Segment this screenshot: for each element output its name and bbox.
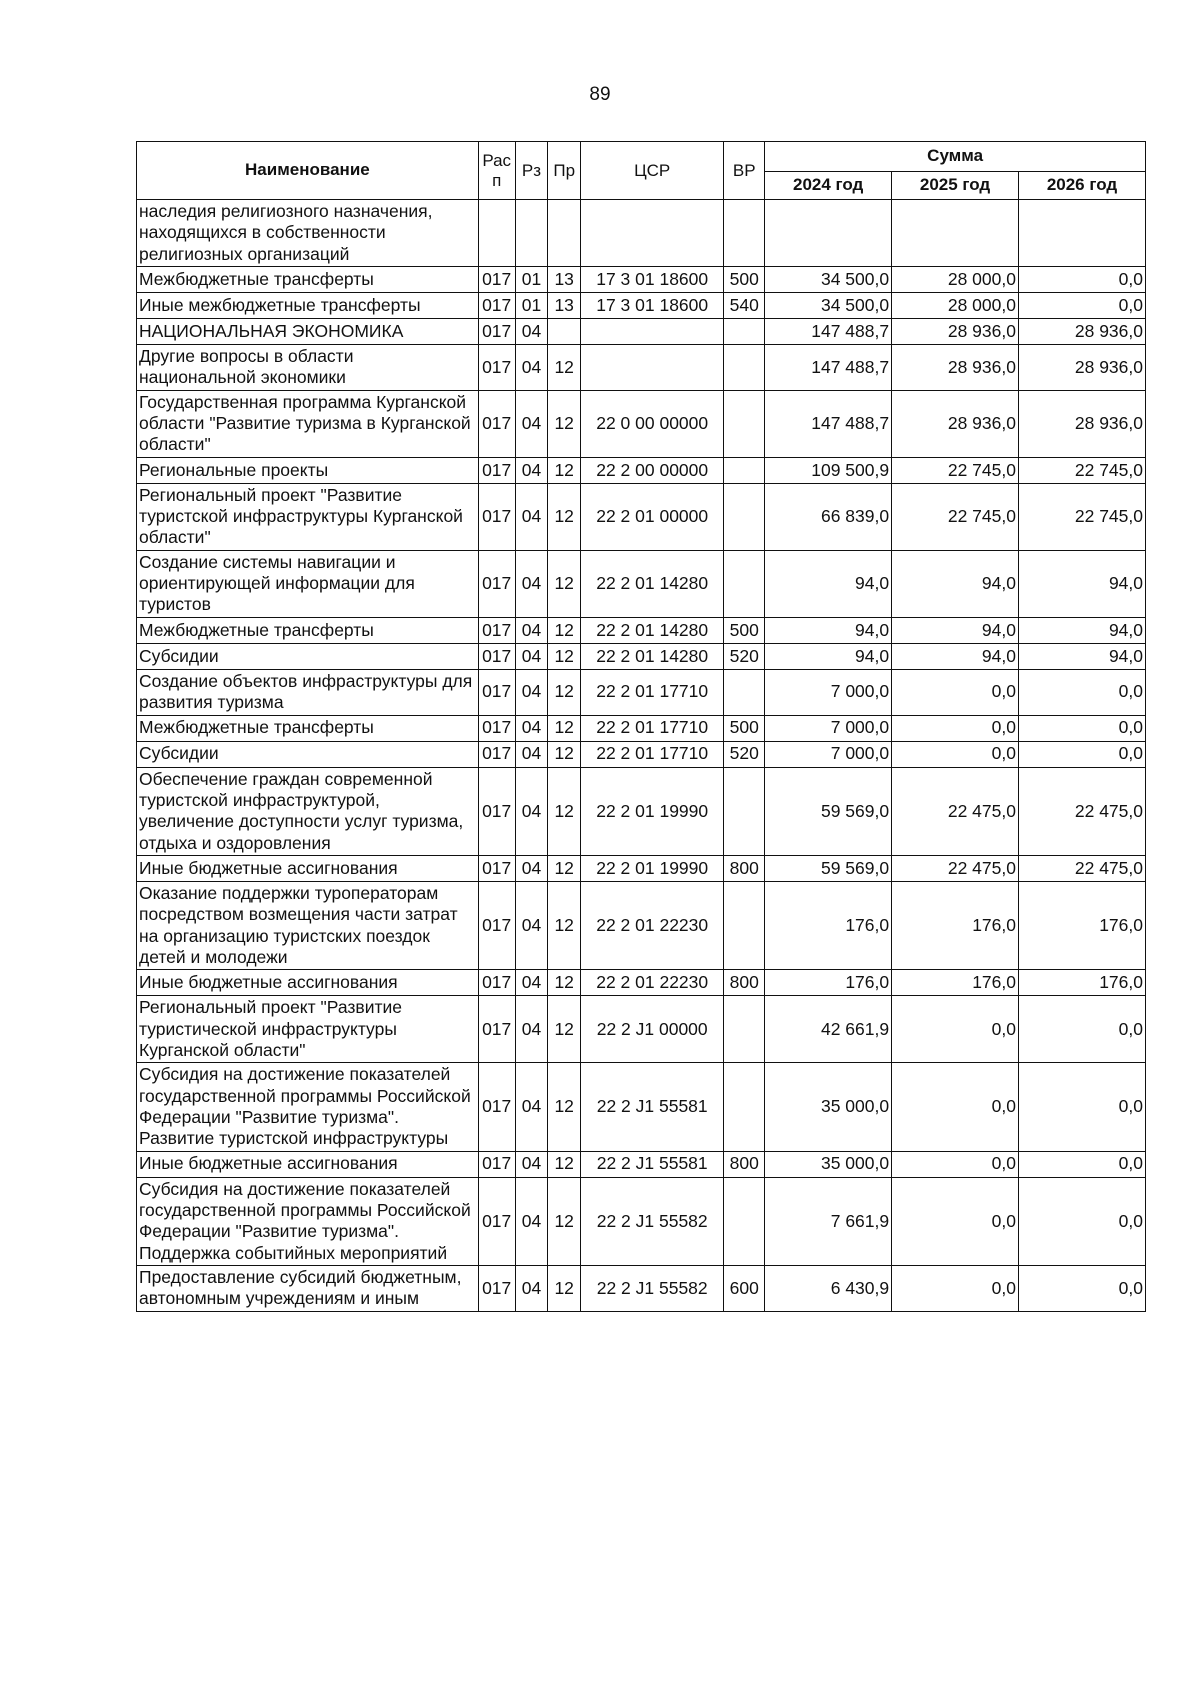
- page-number: 89: [589, 84, 611, 105]
- cell-csr: 22 2 J1 55581: [581, 1063, 724, 1151]
- cell-2024: 147 488,7: [765, 319, 892, 345]
- header-razp: Рас п: [478, 142, 515, 200]
- cell-vr: 800: [724, 970, 765, 996]
- table-row: [137, 617, 1146, 643]
- cell-name: Иные бюджетные ассигнования: [137, 855, 479, 881]
- cell-2026: 94,0: [1018, 617, 1145, 643]
- cell-pr: 12: [548, 643, 581, 669]
- cell-2026: 22 475,0: [1018, 855, 1145, 881]
- cell-razp: 017: [478, 550, 515, 617]
- cell-csr: 22 2 J1 55582: [581, 1177, 724, 1265]
- cell-rz: [515, 200, 548, 267]
- cell-2024: 176,0: [765, 881, 892, 969]
- cell-pr: 12: [548, 1063, 581, 1151]
- cell-csr: 22 2 J1 55581: [581, 1151, 724, 1177]
- cell-2025: 0,0: [892, 996, 1019, 1063]
- table-row: [137, 345, 1146, 391]
- cell-rz: 04: [515, 457, 548, 483]
- cell-2024: 94,0: [765, 643, 892, 669]
- cell-razp: 017: [478, 1063, 515, 1151]
- header-pr: Пр: [548, 142, 581, 200]
- cell-vr: 500: [724, 715, 765, 741]
- cell-2024: 59 569,0: [765, 855, 892, 881]
- cell-2026: 28 936,0: [1018, 390, 1145, 457]
- header-summa: Сумма: [765, 142, 1146, 172]
- cell-rz: 04: [515, 483, 548, 550]
- cell-razp: 017: [478, 715, 515, 741]
- cell-rz: 04: [515, 1266, 548, 1312]
- cell-2025: 28 000,0: [892, 293, 1019, 319]
- cell-name: Региональный проект "Развитие туристской инфраструктуры Курганской области": [137, 483, 479, 550]
- cell-name: Иные бюджетные ассигнования: [137, 1151, 479, 1177]
- table-row: [137, 1063, 1146, 1151]
- cell-razp: [478, 200, 515, 267]
- cell-rz: 04: [515, 319, 548, 345]
- cell-2025: 28 936,0: [892, 345, 1019, 391]
- cell-2025: 94,0: [892, 550, 1019, 617]
- cell-vr: [724, 319, 765, 345]
- cell-2026: 0,0: [1018, 1063, 1145, 1151]
- table-row: [137, 741, 1146, 767]
- cell-pr: 12: [548, 483, 581, 550]
- cell-name: наследия религиозного назначения, находящихся в собственности религиозных организаций: [137, 200, 479, 267]
- cell-2025: 94,0: [892, 617, 1019, 643]
- cell-vr: [724, 767, 765, 855]
- cell-2026: 94,0: [1018, 550, 1145, 617]
- cell-2025: 94,0: [892, 643, 1019, 669]
- cell-2026: 94,0: [1018, 643, 1145, 669]
- cell-2024: 6 430,9: [765, 1266, 892, 1312]
- cell-vr: 600: [724, 1266, 765, 1312]
- cell-vr: [724, 1063, 765, 1151]
- cell-name: НАЦИОНАЛЬНАЯ ЭКОНОМИКА: [137, 319, 479, 345]
- cell-razp: 017: [478, 319, 515, 345]
- cell-2024: 59 569,0: [765, 767, 892, 855]
- cell-pr: [548, 200, 581, 267]
- cell-csr: 22 2 01 17710: [581, 741, 724, 767]
- cell-2024: 147 488,7: [765, 390, 892, 457]
- cell-razp: 017: [478, 483, 515, 550]
- cell-2024: 176,0: [765, 970, 892, 996]
- cell-vr: 520: [724, 643, 765, 669]
- cell-rz: 04: [515, 970, 548, 996]
- cell-vr: [724, 881, 765, 969]
- cell-razp: 017: [478, 855, 515, 881]
- table-row: [137, 1177, 1146, 1265]
- header-year-2025: 2025 год: [892, 172, 1019, 200]
- cell-2024: 7 000,0: [765, 669, 892, 715]
- table-row: [137, 669, 1146, 715]
- cell-2025: 0,0: [892, 1063, 1019, 1151]
- cell-2026: 176,0: [1018, 881, 1145, 969]
- cell-razp: 017: [478, 293, 515, 319]
- cell-rz: 04: [515, 767, 548, 855]
- table-row: [137, 1151, 1146, 1177]
- cell-vr: [724, 345, 765, 391]
- cell-rz: 01: [515, 267, 548, 293]
- table-row: [137, 483, 1146, 550]
- cell-2024: 94,0: [765, 617, 892, 643]
- cell-2025: 22 475,0: [892, 855, 1019, 881]
- cell-rz: 04: [515, 550, 548, 617]
- cell-vr: [724, 550, 765, 617]
- cell-name: Региональный проект "Развитие туристической инфраструктуры Курганской области": [137, 996, 479, 1063]
- cell-pr: 12: [548, 881, 581, 969]
- cell-vr: 540: [724, 293, 765, 319]
- cell-pr: 12: [548, 1266, 581, 1312]
- cell-2025: 28 936,0: [892, 390, 1019, 457]
- cell-pr: 12: [548, 996, 581, 1063]
- table-row: [137, 970, 1146, 996]
- cell-name: Предоставление субсидий бюджетным, автономным учреждениям и иным: [137, 1266, 479, 1312]
- cell-name: Межбюджетные трансферты: [137, 267, 479, 293]
- cell-pr: 12: [548, 345, 581, 391]
- cell-razp: 017: [478, 267, 515, 293]
- header-name: Наименование: [137, 142, 479, 200]
- cell-name: Субсидии: [137, 741, 479, 767]
- cell-pr: 12: [548, 970, 581, 996]
- cell-rz: 04: [515, 345, 548, 391]
- cell-2026: 22 745,0: [1018, 457, 1145, 483]
- cell-rz: 04: [515, 1151, 548, 1177]
- cell-razp: 017: [478, 996, 515, 1063]
- cell-vr: [724, 457, 765, 483]
- cell-pr: 12: [548, 767, 581, 855]
- cell-name: Субсидия на достижение показателей государственной программы Российской Федерации "Развитие туризма". Развитие туристской инфраструктуры: [137, 1063, 479, 1151]
- cell-2025: 176,0: [892, 970, 1019, 996]
- cell-name: Иные бюджетные ассигнования: [137, 970, 479, 996]
- cell-pr: 12: [548, 550, 581, 617]
- cell-rz: 04: [515, 741, 548, 767]
- cell-2025: 176,0: [892, 881, 1019, 969]
- cell-pr: 12: [548, 855, 581, 881]
- header-vr: ВР: [724, 142, 765, 200]
- cell-2025: 0,0: [892, 1151, 1019, 1177]
- cell-2025: 0,0: [892, 669, 1019, 715]
- cell-csr: 22 2 01 22230: [581, 881, 724, 969]
- cell-razp: 017: [478, 970, 515, 996]
- cell-2026: 0,0: [1018, 996, 1145, 1063]
- cell-name: Субсидия на достижение показателей государственной программы Российской Федерации "Развитие туризма". Поддержка событийных мероприятий: [137, 1177, 479, 1265]
- cell-razp: 017: [478, 617, 515, 643]
- cell-razp: 017: [478, 669, 515, 715]
- cell-2026: 22 745,0: [1018, 483, 1145, 550]
- cell-2024: [765, 200, 892, 267]
- cell-pr: 12: [548, 1177, 581, 1265]
- cell-csr: 22 0 00 00000: [581, 390, 724, 457]
- cell-csr: [581, 319, 724, 345]
- cell-2026: 0,0: [1018, 1151, 1145, 1177]
- cell-pr: [548, 319, 581, 345]
- cell-name: Межбюджетные трансферты: [137, 617, 479, 643]
- table-row: [137, 200, 1146, 267]
- cell-pr: 12: [548, 715, 581, 741]
- cell-2025: 0,0: [892, 741, 1019, 767]
- cell-rz: 04: [515, 617, 548, 643]
- table-row: [137, 457, 1146, 483]
- cell-csr: 22 2 01 14280: [581, 617, 724, 643]
- cell-name: Региональные проекты: [137, 457, 479, 483]
- cell-pr: 12: [548, 457, 581, 483]
- cell-name: Межбюджетные трансферты: [137, 715, 479, 741]
- cell-rz: 04: [515, 1177, 548, 1265]
- cell-csr: 22 2 J1 55582: [581, 1266, 724, 1312]
- cell-2024: 34 500,0: [765, 267, 892, 293]
- cell-2024: 42 661,9: [765, 996, 892, 1063]
- cell-csr: 22 2 01 14280: [581, 643, 724, 669]
- cell-csr: 22 2 01 00000: [581, 483, 724, 550]
- cell-2025: 0,0: [892, 1177, 1019, 1265]
- cell-rz: 04: [515, 1063, 548, 1151]
- cell-pr: 13: [548, 267, 581, 293]
- table-row: [137, 267, 1146, 293]
- cell-name: Обеспечение граждан современной туристской инфраструктурой, увеличение доступности услуг туризма, отдыха и оздоровления: [137, 767, 479, 855]
- cell-name: Создание системы навигации и ориентирующей информации для туристов: [137, 550, 479, 617]
- cell-2025: 22 745,0: [892, 457, 1019, 483]
- header-csr: ЦСР: [581, 142, 724, 200]
- cell-pr: 12: [548, 617, 581, 643]
- cell-2025: 22 475,0: [892, 767, 1019, 855]
- cell-vr: [724, 669, 765, 715]
- cell-2026: 22 475,0: [1018, 767, 1145, 855]
- cell-2026: 0,0: [1018, 293, 1145, 319]
- cell-razp: 017: [478, 1266, 515, 1312]
- cell-2024: 7 000,0: [765, 715, 892, 741]
- cell-2026: 0,0: [1018, 741, 1145, 767]
- cell-csr: 22 2 01 19990: [581, 767, 724, 855]
- cell-2026: [1018, 200, 1145, 267]
- cell-2024: 109 500,9: [765, 457, 892, 483]
- table-row: [137, 293, 1146, 319]
- cell-csr: [581, 345, 724, 391]
- cell-rz: 04: [515, 996, 548, 1063]
- cell-name: Другие вопросы в области национальной экономики: [137, 345, 479, 391]
- cell-razp: 017: [478, 390, 515, 457]
- cell-vr: 500: [724, 617, 765, 643]
- cell-csr: 22 2 01 14280: [581, 550, 724, 617]
- cell-rz: 01: [515, 293, 548, 319]
- cell-2024: 147 488,7: [765, 345, 892, 391]
- cell-2024: 94,0: [765, 550, 892, 617]
- cell-vr: [724, 996, 765, 1063]
- cell-2026: 0,0: [1018, 1266, 1145, 1312]
- cell-vr: 800: [724, 1151, 765, 1177]
- cell-pr: 12: [548, 741, 581, 767]
- header-year-2026: 2026 год: [1018, 172, 1145, 200]
- cell-razp: 017: [478, 1177, 515, 1265]
- table-row: [137, 550, 1146, 617]
- cell-2025: 28 936,0: [892, 319, 1019, 345]
- cell-2024: 7 661,9: [765, 1177, 892, 1265]
- table-header: [137, 142, 1146, 200]
- cell-2025: 22 745,0: [892, 483, 1019, 550]
- cell-razp: 017: [478, 741, 515, 767]
- cell-2026: 28 936,0: [1018, 345, 1145, 391]
- cell-2026: 0,0: [1018, 669, 1145, 715]
- cell-2026: 0,0: [1018, 267, 1145, 293]
- cell-pr: 12: [548, 1151, 581, 1177]
- cell-vr: 800: [724, 855, 765, 881]
- cell-csr: 22 2 J1 00000: [581, 996, 724, 1063]
- header-rz: Рз: [515, 142, 548, 200]
- cell-rz: 04: [515, 881, 548, 969]
- cell-razp: 017: [478, 345, 515, 391]
- table-row: [137, 996, 1146, 1063]
- cell-2026: 0,0: [1018, 715, 1145, 741]
- cell-rz: 04: [515, 669, 548, 715]
- cell-vr: 500: [724, 267, 765, 293]
- cell-name: Создание объектов инфраструктуры для развития туризма: [137, 669, 479, 715]
- header-year-2024: 2024 год: [765, 172, 892, 200]
- cell-rz: 04: [515, 855, 548, 881]
- table-row: [137, 1266, 1146, 1312]
- table-row: [137, 319, 1146, 345]
- cell-csr: [581, 200, 724, 267]
- cell-csr: 22 2 01 17710: [581, 669, 724, 715]
- cell-razp: 017: [478, 767, 515, 855]
- cell-2024: 35 000,0: [765, 1063, 892, 1151]
- budget-table: [136, 141, 1146, 1312]
- cell-vr: [724, 1177, 765, 1265]
- table-row: [137, 643, 1146, 669]
- cell-2025: 0,0: [892, 715, 1019, 741]
- cell-vr: [724, 200, 765, 267]
- cell-csr: 22 2 00 00000: [581, 457, 724, 483]
- cell-csr: 22 2 01 17710: [581, 715, 724, 741]
- cell-name: Государственная программа Курганской области "Развитие туризма в Курганской области": [137, 390, 479, 457]
- cell-name: Иные межбюджетные трансферты: [137, 293, 479, 319]
- cell-name: Субсидии: [137, 643, 479, 669]
- cell-rz: 04: [515, 715, 548, 741]
- cell-pr: 12: [548, 669, 581, 715]
- cell-vr: [724, 390, 765, 457]
- table-row: [137, 390, 1146, 457]
- cell-csr: 17 3 01 18600: [581, 267, 724, 293]
- cell-2025: 0,0: [892, 1266, 1019, 1312]
- table-row: [137, 881, 1146, 969]
- cell-pr: 12: [548, 390, 581, 457]
- cell-rz: 04: [515, 390, 548, 457]
- cell-csr: 17 3 01 18600: [581, 293, 724, 319]
- cell-name: Оказание поддержки туроператорам посредством возмещения части затрат на организацию туристских поездок детей и молодежи: [137, 881, 479, 969]
- table-row: [137, 855, 1146, 881]
- cell-razp: 017: [478, 643, 515, 669]
- table-body: [137, 200, 1146, 1312]
- cell-2026: 0,0: [1018, 1177, 1145, 1265]
- cell-2024: 35 000,0: [765, 1151, 892, 1177]
- cell-2025: 28 000,0: [892, 267, 1019, 293]
- table-row: [137, 767, 1146, 855]
- cell-razp: 017: [478, 457, 515, 483]
- cell-2026: 28 936,0: [1018, 319, 1145, 345]
- cell-razp: 017: [478, 1151, 515, 1177]
- cell-vr: [724, 483, 765, 550]
- cell-rz: 04: [515, 643, 548, 669]
- cell-pr: 13: [548, 293, 581, 319]
- table-row: [137, 715, 1146, 741]
- cell-2024: 66 839,0: [765, 483, 892, 550]
- cell-2024: 34 500,0: [765, 293, 892, 319]
- cell-csr: 22 2 01 22230: [581, 970, 724, 996]
- cell-2026: 176,0: [1018, 970, 1145, 996]
- cell-2024: 7 000,0: [765, 741, 892, 767]
- cell-csr: 22 2 01 19990: [581, 855, 724, 881]
- cell-razp: 017: [478, 881, 515, 969]
- cell-vr: 520: [724, 741, 765, 767]
- cell-2025: [892, 200, 1019, 267]
